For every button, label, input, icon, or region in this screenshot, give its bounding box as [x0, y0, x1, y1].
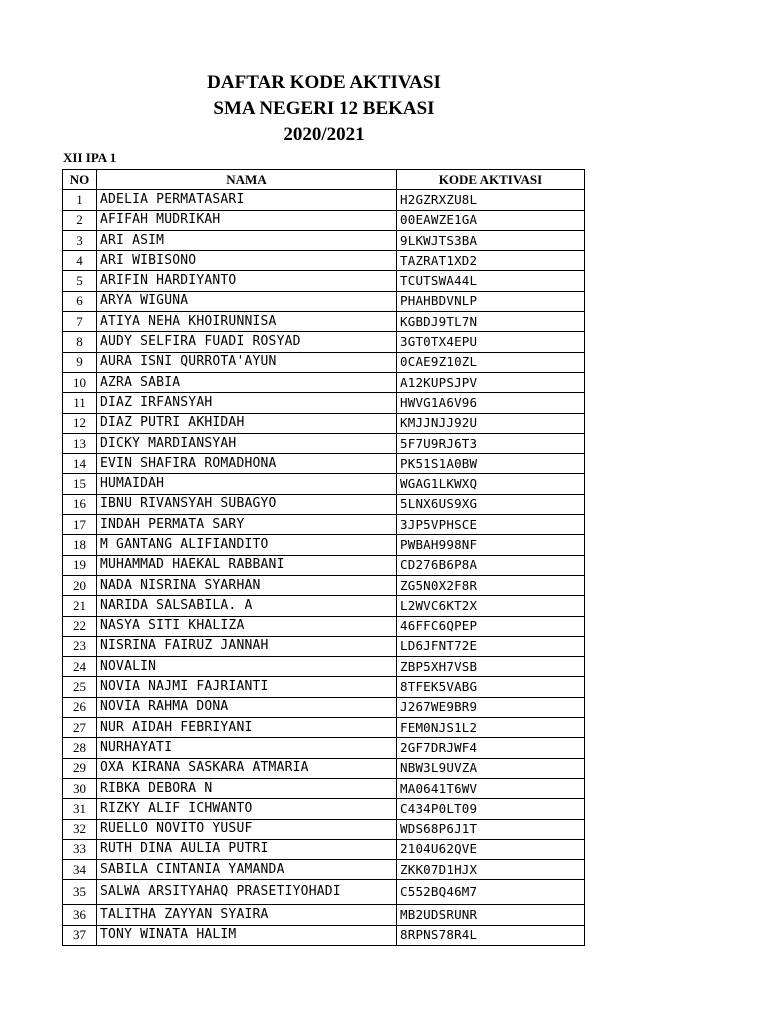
table-row — [63, 291, 585, 311]
table-row — [63, 778, 585, 798]
row-number: 19 — [63, 555, 97, 575]
table-row — [63, 312, 585, 332]
student-name: ATIYA NEHA KHOIRUNNISA — [97, 312, 397, 332]
student-name: NASYA SITI KHALIZA — [97, 616, 397, 636]
table-header-row — [63, 170, 585, 190]
table-row — [63, 657, 585, 677]
student-name: AURA ISNI QURROTA'AYUN — [97, 352, 397, 372]
student-name: ARI WIBISONO — [97, 251, 397, 271]
activation-code: TCUTSWA44L — [397, 271, 585, 291]
title-line-3: 2020/2021 — [283, 124, 365, 145]
activation-code: 46FFC6QPEP — [397, 616, 585, 636]
row-number: 36 — [63, 905, 97, 925]
row-number: 33 — [63, 839, 97, 859]
activation-code: PK51S1A0BW — [397, 454, 585, 474]
activation-code-table — [62, 169, 585, 946]
title-line-2: SMA NEGERI 12 BEKASI — [213, 98, 435, 119]
student-name: NADA NISRINA SYARHAN — [97, 575, 397, 595]
student-name: TONY WINATA HALIM — [97, 925, 397, 945]
row-number: 15 — [63, 474, 97, 494]
row-number: 35 — [63, 880, 97, 905]
row-number: 9 — [63, 352, 97, 372]
row-number: 16 — [63, 494, 97, 514]
table-row — [63, 494, 585, 514]
student-name: OXA KIRANA SASKARA ATMARIA — [97, 758, 397, 778]
table-row — [63, 535, 585, 555]
row-number: 3 — [63, 230, 97, 250]
table-row — [63, 251, 585, 271]
student-name: TALITHA ZAYYAN SYAIRA — [97, 905, 397, 925]
student-name: INDAH PERMATA SARY — [97, 515, 397, 535]
row-number: 5 — [63, 271, 97, 291]
table-row — [63, 454, 585, 474]
row-number: 12 — [63, 413, 97, 433]
activation-code: C552BQ46M7 — [397, 880, 585, 905]
activation-code: 5LNX6US9XG — [397, 494, 585, 514]
row-number: 4 — [63, 251, 97, 271]
row-number: 14 — [63, 454, 97, 474]
table-row — [63, 210, 585, 230]
row-number: 29 — [63, 758, 97, 778]
student-name: ADELIA PERMATASARI — [97, 190, 397, 210]
student-name: RIZKY ALIF ICHWANTO — [97, 799, 397, 819]
student-name: ARIFIN HARDIYANTO — [97, 271, 397, 291]
activation-code: MB2UDSRUNR — [397, 905, 585, 925]
student-name: M GANTANG ALIFIANDITO — [97, 535, 397, 555]
activation-code: J267WE9BR9 — [397, 697, 585, 717]
table-row — [63, 332, 585, 352]
row-number: 22 — [63, 616, 97, 636]
activation-code: 2GF7DRJWF4 — [397, 738, 585, 758]
table-row — [63, 616, 585, 636]
table-row — [63, 905, 585, 925]
activation-code: 9LKWJTS3BA — [397, 230, 585, 250]
table-row — [63, 758, 585, 778]
row-number: 30 — [63, 778, 97, 798]
title-line-1: DAFTAR KODE AKTIVASI — [207, 72, 441, 93]
table-row — [63, 393, 585, 413]
table-row — [63, 677, 585, 697]
row-number: 28 — [63, 738, 97, 758]
activation-code: 0CAE9Z10ZL — [397, 352, 585, 372]
row-number: 10 — [63, 372, 97, 392]
student-name: AFIFAH MUDRIKAH — [97, 210, 397, 230]
table-row — [63, 839, 585, 859]
activation-code: LD6JFNT72E — [397, 636, 585, 656]
table-row — [63, 738, 585, 758]
table-row — [63, 230, 585, 250]
table-row — [63, 352, 585, 372]
student-name: NISRINA FAIRUZ JANNAH — [97, 636, 397, 656]
student-name: DIAZ PUTRI AKHIDAH — [97, 413, 397, 433]
activation-code: ZKK07D1HJX — [397, 860, 585, 880]
activation-code: ZBP5XH7VSB — [397, 657, 585, 677]
activation-code: PWBAH998NF — [397, 535, 585, 555]
row-number: 11 — [63, 393, 97, 413]
student-name: NARIDA SALSABILA. A — [97, 596, 397, 616]
row-number: 37 — [63, 925, 97, 945]
row-number: 25 — [63, 677, 97, 697]
table-row — [63, 433, 585, 453]
table-row — [63, 515, 585, 535]
row-number: 7 — [63, 312, 97, 332]
table-row — [63, 880, 585, 905]
student-name: DICKY MARDIANSYAH — [97, 433, 397, 453]
row-number: 6 — [63, 291, 97, 311]
table-row — [63, 474, 585, 494]
row-number: 34 — [63, 860, 97, 880]
row-number: 8 — [63, 332, 97, 352]
class-label: XII IPA 1 — [63, 150, 117, 165]
column-header-nama: NAMA — [97, 170, 397, 190]
student-name: DIAZ IRFANSYAH — [97, 393, 397, 413]
table-row — [63, 271, 585, 291]
row-number: 24 — [63, 657, 97, 677]
activation-code: WDS68P6J1T — [397, 819, 585, 839]
activation-code: L2WVC6KT2X — [397, 596, 585, 616]
student-name: SABILA CINTANIA YAMANDA — [97, 860, 397, 880]
table-row — [63, 925, 585, 945]
activation-code: HWVG1A6V96 — [397, 393, 585, 413]
student-name: NURHAYATI — [97, 738, 397, 758]
table-row — [63, 190, 585, 210]
activation-code: 2104U62QVE — [397, 839, 585, 859]
table-row — [63, 860, 585, 880]
activation-code: 00EAWZE1GA — [397, 210, 585, 230]
activation-code: FEM0NJS1L2 — [397, 718, 585, 738]
activation-code: CD276B6P8A — [397, 555, 585, 575]
activation-code: 3JP5VPHSCE — [397, 515, 585, 535]
activation-code: C434P0LT09 — [397, 799, 585, 819]
student-name: EVIN SHAFIRA ROMADHONA — [97, 454, 397, 474]
activation-code: PHAHBDVNLP — [397, 291, 585, 311]
student-name: RIBKA DEBORA N — [97, 778, 397, 798]
student-name: AUDY SELFIRA FUADI ROSYAD — [97, 332, 397, 352]
table-row — [63, 555, 585, 575]
activation-code: TAZRAT1XD2 — [397, 251, 585, 271]
student-name: SALWA ARSITYAHAQ PRASETIYOHADI — [97, 880, 397, 905]
activation-code: A12KUPSJPV — [397, 372, 585, 392]
student-name: MUHAMMAD HAEKAL RABBANI — [97, 555, 397, 575]
row-number: 1 — [63, 190, 97, 210]
row-number: 2 — [63, 210, 97, 230]
student-name: NOVIA RAHMA DONA — [97, 697, 397, 717]
student-name: NOVIA NAJMI FAJRIANTI — [97, 677, 397, 697]
student-name: ARYA WIGUNA — [97, 291, 397, 311]
table-row — [63, 697, 585, 717]
table-row — [63, 413, 585, 433]
table-row — [63, 596, 585, 616]
student-name: RUTH DINA AULIA PUTRI — [97, 839, 397, 859]
document-title — [0, 70, 648, 148]
activation-code: 5F7U9RJ6T3 — [397, 433, 585, 453]
table-row — [63, 819, 585, 839]
student-name: AZRA SABIA — [97, 372, 397, 392]
student-name: HUMAIDAH — [97, 474, 397, 494]
activation-code: KMJJNJJ92U — [397, 413, 585, 433]
row-number: 26 — [63, 697, 97, 717]
student-name: NUR AIDAH FEBRIYANI — [97, 718, 397, 738]
student-name: IBNU RIVANSYAH SUBAGYO — [97, 494, 397, 514]
activation-code: KGBDJ9TL7N — [397, 312, 585, 332]
row-number: 32 — [63, 819, 97, 839]
student-name: ARI ASIM — [97, 230, 397, 250]
activation-code: 8TFEK5VABG — [397, 677, 585, 697]
column-header-kode: KODE AKTIVASI — [397, 170, 585, 190]
table-row — [63, 575, 585, 595]
activation-code: 8RPNS78R4L — [397, 925, 585, 945]
row-number: 21 — [63, 596, 97, 616]
student-name: NOVALIN — [97, 657, 397, 677]
activation-code: H2GZRXZU8L — [397, 190, 585, 210]
student-name: RUELLO NOVITO YUSUF — [97, 819, 397, 839]
row-number: 27 — [63, 718, 97, 738]
table-row — [63, 718, 585, 738]
table-row — [63, 799, 585, 819]
activation-code: WGAG1LKWXQ — [397, 474, 585, 494]
activation-code: MA0641T6WV — [397, 778, 585, 798]
row-number: 17 — [63, 515, 97, 535]
table-row — [63, 636, 585, 656]
table-row — [63, 372, 585, 392]
row-number: 18 — [63, 535, 97, 555]
row-number: 13 — [63, 433, 97, 453]
row-number: 31 — [63, 799, 97, 819]
row-number: 23 — [63, 636, 97, 656]
activation-code: NBW3L9UVZA — [397, 758, 585, 778]
activation-code: 3GT0TX4EPU — [397, 332, 585, 352]
row-number: 20 — [63, 575, 97, 595]
column-header-no: NO — [63, 170, 97, 190]
activation-code: ZG5N0X2F8R — [397, 575, 585, 595]
